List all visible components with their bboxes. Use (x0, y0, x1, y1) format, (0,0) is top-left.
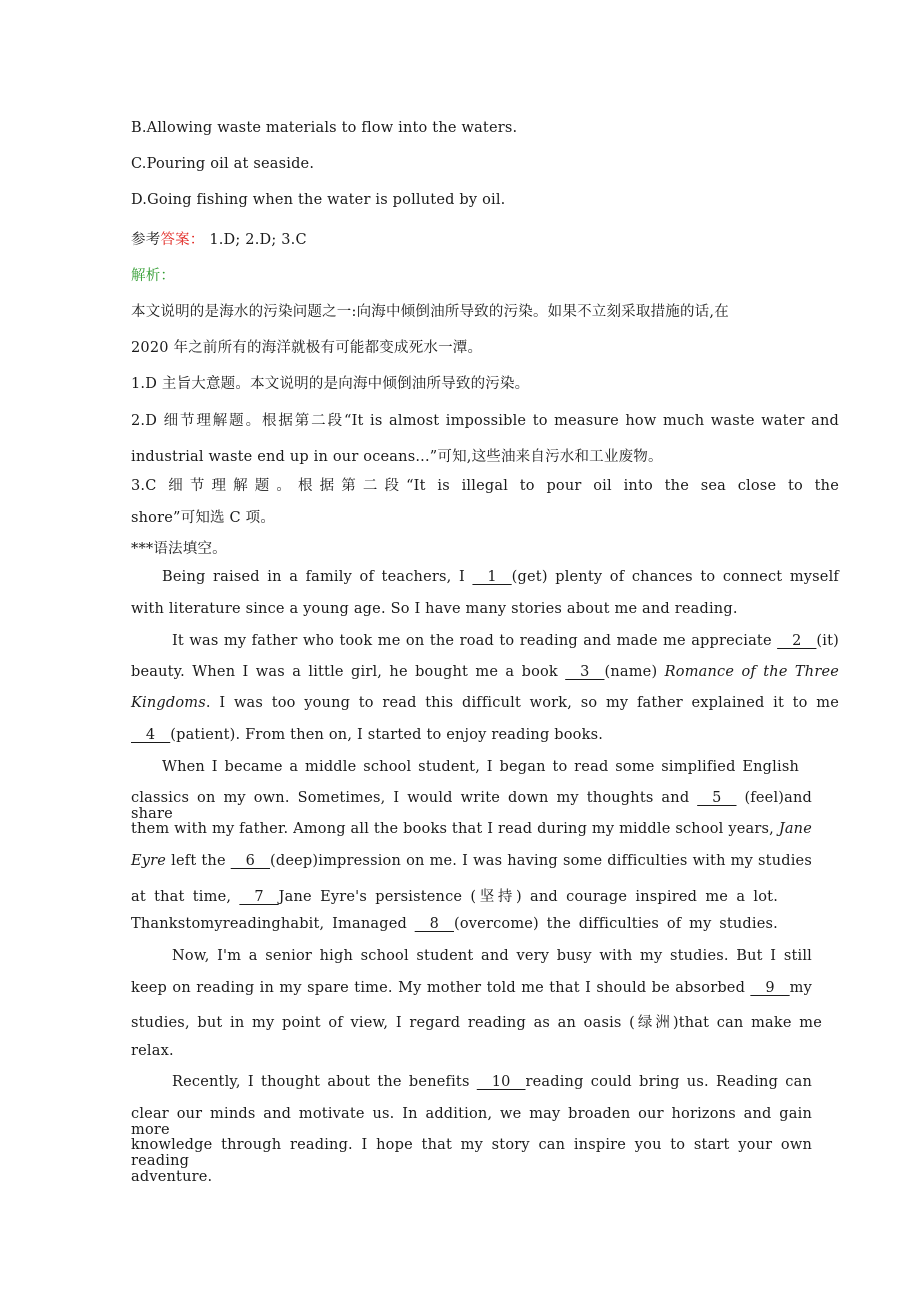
jane-eyre-title-cont: Eyre (131, 853, 167, 869)
passage-line: studies, but in my point of view, I regard reading as an oasis (绿洲)that can make me (131, 1015, 822, 1031)
book-title-cont: Kingdoms (131, 695, 206, 711)
book-title: Romance of the Three (664, 664, 840, 680)
passage-line: keep on reading in my spare time. My mother told me that I should be absorbed __9__my (131, 980, 812, 996)
option-d: D.Going fishing when the water is polluted by oil. (131, 192, 506, 208)
analysis-q1: 1.D 主旨大意题。本文说明的是向海中倾倒油所导致的污染。 (131, 376, 530, 392)
answer-label: 答案： (160, 232, 205, 248)
option-b: B.Allowing waste materials to flow into the waters. (131, 120, 518, 136)
blank-3[interactable]: __3__ (565, 664, 605, 680)
passage-line: Recently, I thought about the benefits __10__reading could bring us. Reading can (172, 1074, 812, 1090)
passage-line: When I became a middle school student, I began to read some simplified English (162, 759, 799, 775)
passage-line: relax. (131, 1043, 174, 1059)
analysis-label: 解析： (131, 268, 176, 284)
blank-7[interactable]: __7__ (239, 889, 279, 905)
blank-8[interactable]: __8__ (414, 916, 454, 932)
blank-2[interactable]: __2__ (777, 633, 817, 649)
blank-9[interactable]: __9__ (750, 980, 790, 996)
passage-line: classics on my own. Sometimes, I would write down my thoughts and __5__ (feel)and share (131, 790, 812, 822)
analysis-summary-2: 2020 年之前所有的海洋就极有可能都变成死水一潭。 (131, 340, 483, 356)
passage-line: knowledge through reading. I hope that my story can inspire you to start your own reading (131, 1137, 812, 1169)
answer-prefix: 参考 (131, 232, 161, 248)
analysis-summary-1: 本文说明的是海水的污染问题之一:向海中倾倒油所导致的污染。如果不立刻采取措施的话,在 (131, 304, 729, 320)
analysis-q3-1: 3.C 细节理解题。根据第二段“It is illegal to pour oil into the sea close to the (131, 478, 839, 494)
passage-line: It was my father who took me on the road to reading and made me appreciate __2__(it) (172, 633, 839, 649)
passage-line: __4__(patient). From then on, I started to enjoy reading books. (131, 727, 604, 743)
blank-10[interactable]: __10__ (476, 1074, 526, 1090)
blank-4[interactable]: __4__ (131, 727, 171, 743)
analysis-q2-2: industrial waste end up in our oceans...”可知,这些油来自污水和工业废物。 (131, 449, 663, 465)
passage-line: Kingdoms. I was too young to read this difficult work, so my father explained it to me (131, 695, 839, 711)
passage-line: beauty. When I was a little girl, he bought me a book __3__(name) Romance of the Three (131, 664, 840, 680)
passage-line: Thankstomyreadinghabit, Imanaged __8__(overcome) the difficulties of my studies. (131, 916, 778, 932)
passage-line: them with my father. Among all the books that I read during my middle school years, Jane (131, 821, 812, 837)
passage-line: Eyre left the __6__(deep)impression on me. I was having some difficulties with my studies (131, 853, 812, 869)
passage-line: at that time, __7__Jane Eyre's persistence (坚持) and courage inspired me a lot. (131, 889, 778, 905)
section-title: ***语法填空。 (131, 541, 227, 557)
blank-1[interactable]: __1__ (472, 569, 512, 585)
passage-line: clear our minds and motivate us. In addition, we may broaden our horizons and gain more (131, 1106, 812, 1138)
analysis-q3-2: shore”可知选 C 项。 (131, 510, 276, 526)
option-c: C.Pouring oil at seaside. (131, 156, 315, 172)
passage-line: adventure. (131, 1169, 213, 1185)
blank-6[interactable]: __6__ (230, 853, 271, 869)
passage-line: Being raised in a family of teachers, I __1__(get) plenty of chances to connect myself (162, 569, 839, 585)
jane-eyre-title: Jane (778, 821, 812, 837)
blank-5[interactable]: __5__ (697, 790, 737, 806)
answer-line (131, 228, 307, 249)
analysis-q2-1: 2.D 细节理解题。根据第二段“It is almost impossible to measure how much waste water and (131, 413, 839, 429)
passage-line: with literature since a young age. So I have many stories about me and reading. (131, 601, 738, 617)
answer-value: 1.D; 2.D; 3.C (204, 232, 307, 248)
passage-line: Now, I'm a senior high school student and very busy with my studies. But I still (172, 948, 812, 964)
